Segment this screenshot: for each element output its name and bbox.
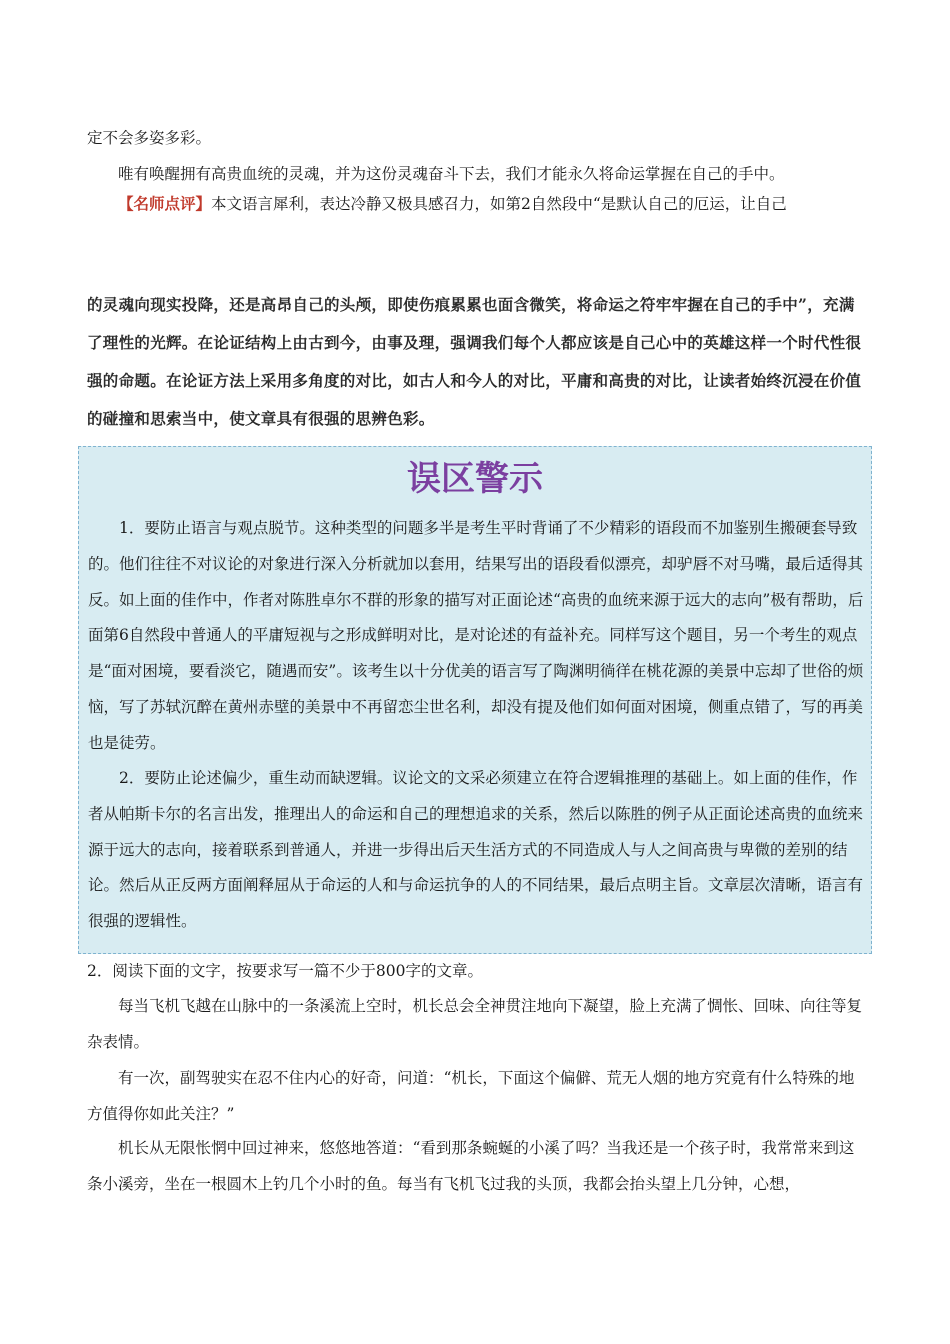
essay-closing-paragraph: 唯有唤醒拥有高贵血统的灵魂，并为这份灵魂奋斗下去，我们才能永久将命运掌握在自己的手中。 [118,165,785,183]
comment-tag: 【名师点评】 [118,194,212,213]
comment-continued-text: 的灵魂向现实投降，还是高昂自己的头颅，即使伤痕累累也面含微笑，将命运之符牢牢握在自己的手中”，充满了理性的光辉。在论证结构上由古到今，由事及理，强调我们每个人都应该是自己心中的英雄这样一个时代性很强的命题。在论证方法上采用多角度的对比，如古人和今人的对比，平庸和高贵的对比，让读者始终沉浸在价值的碰撞和思索当中，使文章具有很强的思辨色彩。 [87,295,862,428]
question-2-prompt: 2．阅读下面的文字，按要求写一篇不少于800字的文章。 [87,962,483,980]
warning-box [78,446,872,954]
warning-box-title: 误区警示 [407,459,543,499]
question-2-paragraph-2: 有一次，副驾驶实在忍不住内心的好奇，问道：“机长，下面这个偏僻、荒无人烟的地方究竟有什么特殊的地方值得你如此关注？” [87,1069,855,1123]
essay-line-end: 定不会多姿多彩。 [87,129,212,147]
warning-point-2: 2．要防止论述偏少，重生动而缺逻辑。议论文的文采必须建立在符合逻辑推理的基础上。如上面的佳作，作者从帕斯卡尔的名言出发，推理出人的命运和自己的理想追求的关系，然后以陈胜的例子从正面论述高贵的血统来源于远大的志向，接着联系到普通人，并进一步得出后天生活方式的不同造成人与人之间高贵与卑微的差别的结论。然后从正反两方面阐释屈从于命运的人和与命运抗争的人的不同结果，最后点明主旨。文章层次清晰，语言有很强的逻辑性。 [88,769,864,931]
question-2-paragraph-1: 每当飞机飞越在山脉中的一条溪流上空时，机长总会全神贯注地向下凝望，脸上充满了惆怅、回味、向往等复杂表情。 [87,997,863,1051]
comment-first-line [87,186,863,222]
warning-point-1: 1．要防止语言与观点脱节。这种类型的问题多半是考生平时背诵了不少精彩的语段而不加鉴别生搬硬套导致的。他们往往不对议论的对象进行深入分析就加以套用，结果写出的语段看似漂亮，却驴唇不对马嘴，最后适得其反。如上面的佳作中，作者对陈胜卓尔不群的形象的描写对正面论述“高贵的血统来源于远大的志向”极有帮助，后面第6自然段中普通人的平庸短视与之形成鲜明对比，是对论述的有益补充。同样写这个题目，另一个考生的观点是“面对困境，要看淡它，随遇而安”。该考生以十分优美的语言写了陶渊明徜徉在桃花源的美景中忘却了世俗的烦恼，写了苏轼沉醉在黄州赤壁的美景中不再留恋尘世名利，却没有提及他们如何面对困境，侧重点错了，写的再美也是徒劳。 [88,519,864,752]
question-2-paragraph-3: 机长从无限怅惘中回过神来，悠悠地答道：“看到那条蜿蜒的小溪了吗？当我还是一个孩子时，我常常来到这条小溪旁，坐在一根圆木上钓几个小时的鱼。每当有飞机飞过我的头顶，我都会抬头望上几分钟，心想， [87,1139,855,1193]
comment-first-text: 本文语言犀利，表达冷静又极具感召力，如第2自然段中“是默认自己的厄运，让自己 [211,195,787,213]
